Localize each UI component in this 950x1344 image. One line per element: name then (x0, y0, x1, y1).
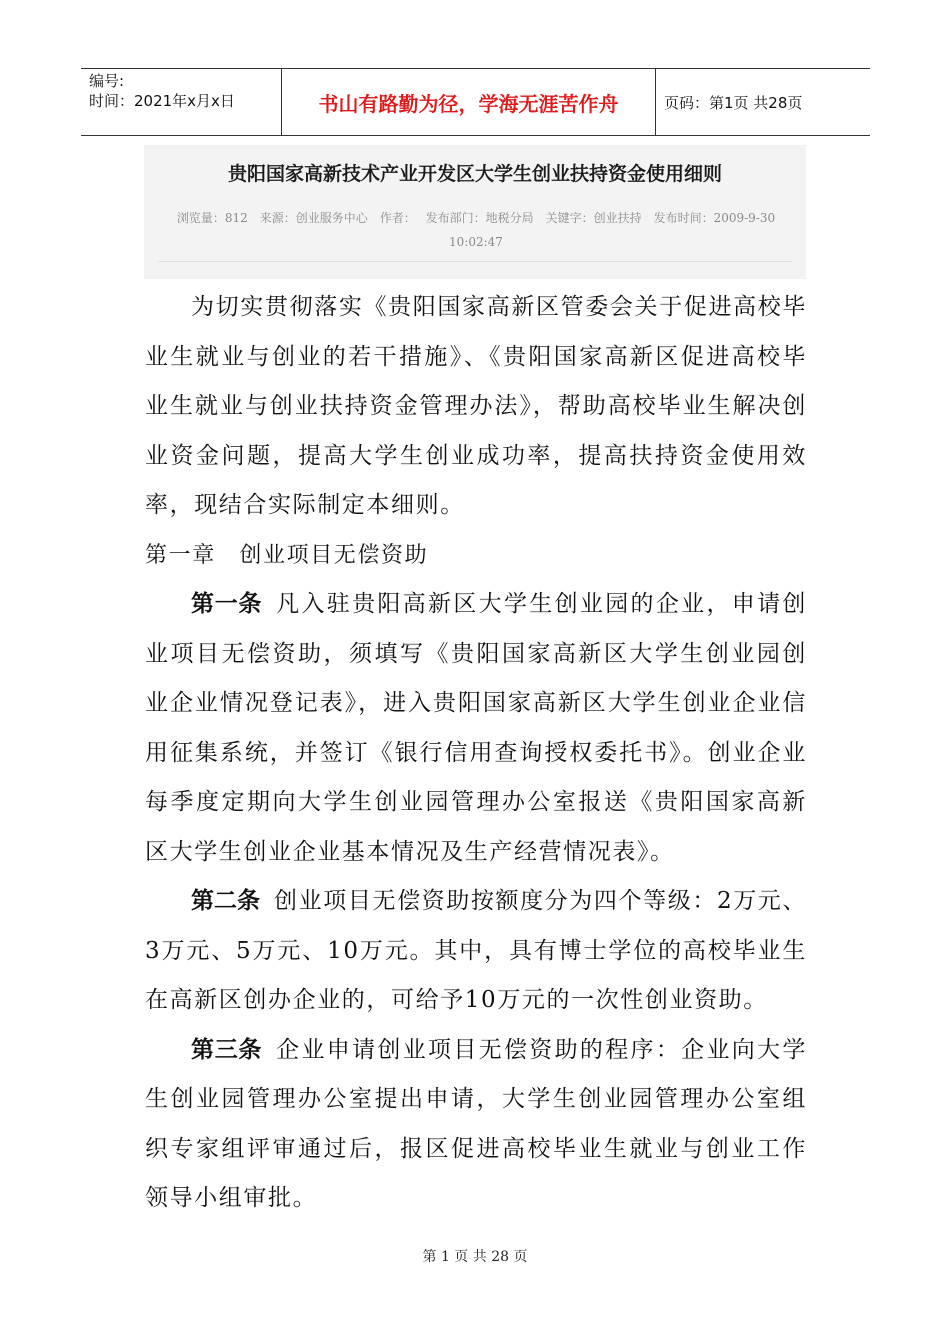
article-2-label: 第二条 (191, 888, 261, 914)
article-1-text: 凡入驻贵阳高新区大学生创业园的企业，申请创业项目无偿资助，须填写《贵阳国家高新区大学生创业园创业企业情况登记表》，进入贵阳国家高新区大学生创业企业信用征集系统，并签订《银行信用查询授权委托书》。创业企业每季度定期向大学生创业园管理办公室报送《贵阳国家高新区大学生创业企业基本情况及生产经营情况表》。 (145, 591, 807, 865)
page-info: 页码：第1页 共28页 (664, 93, 803, 112)
article-2-text: 创业项目无偿资助按额度分为四个等级：2万元、3万元、5万元、10万元。其中，具有博士学位的高校毕业生在高新区创办企业的，可给予10万元的一次性创业资助。 (145, 888, 808, 1013)
page-header (81, 68, 870, 136)
motto: 书山有路勤为径，学海无涯苦作舟 (282, 69, 656, 135)
time-label: 时间：2021年x月x日 (89, 92, 235, 110)
article-3-label: 第三条 (191, 1036, 263, 1063)
number-label: 编号: (89, 72, 125, 90)
chapter-heading: 第一章 创业项目无偿资助 (145, 542, 429, 568)
document-body (145, 283, 807, 1224)
intro-paragraph: 为切实贯彻落实《贵阳国家高新区管委会关于促进高校毕业生就业与创业的若干措施》、《贵阳国家高新区促进高校毕业生就业与创业扶持资金管理办法》，帮助高校毕业生解决创业资金问题，提高大学生创业成功率，提高扶持资金使用效率，现结合实际制定本细则。 (145, 294, 807, 518)
document-title: 贵阳国家高新技术产业开发区大学生创业扶持资金使用细则 (227, 163, 722, 185)
article-1 (145, 580, 807, 877)
page-footer: 第 1 页 共 28 页 (422, 1249, 528, 1265)
article-3-text: 企业申请创业项目无偿资助的程序：企业向大学生创业园管理办公室提出申请，大学生创业园管理办公室组织专家组评审通过后，报区促进高校毕业生就业与创业工作领导小组审批。 (145, 1036, 807, 1211)
meta-line-1: 浏览量：812 来源：创业服务中心 作者： 发布部门：地税分局 关键字：创业扶持 发布时间：2009-9-30 (176, 211, 776, 225)
article-3 (145, 1026, 807, 1224)
article-1-label: 第一条 (191, 591, 263, 617)
meta-divider (158, 261, 792, 262)
meta-line-2: 10:02:47 (449, 235, 503, 249)
header-left-cell (81, 69, 282, 135)
article-2 (145, 877, 807, 1026)
article-info-box (144, 145, 806, 279)
